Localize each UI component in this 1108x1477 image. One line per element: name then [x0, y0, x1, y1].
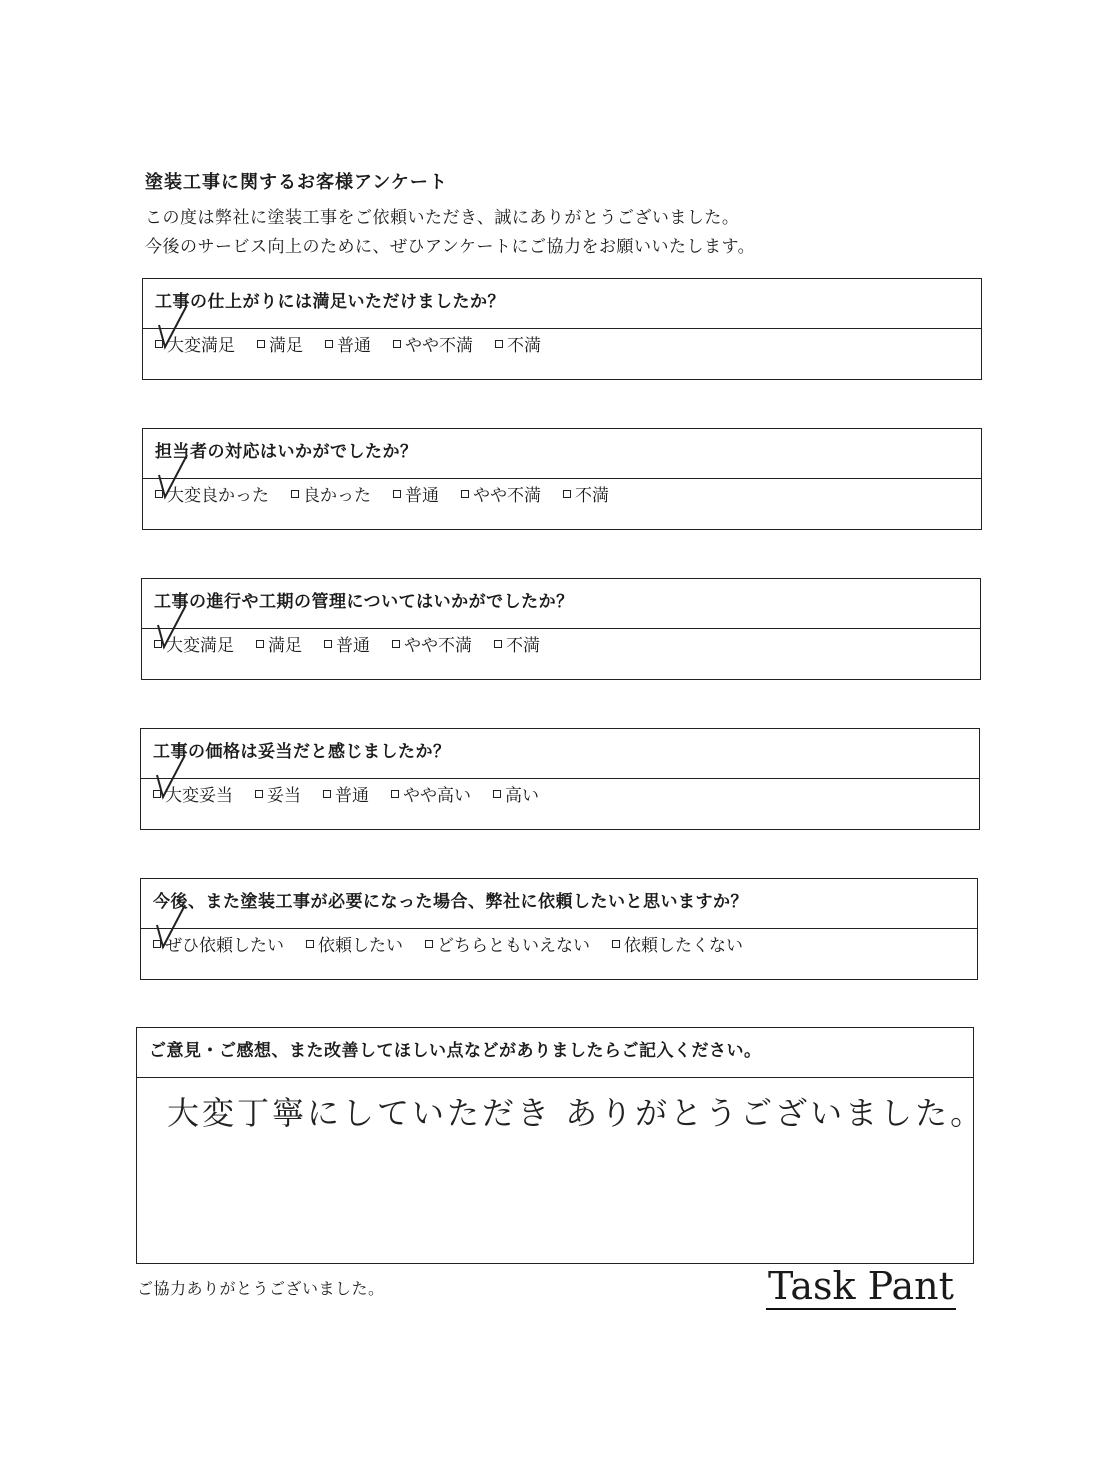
intro-line-2: 今後のサービス向上のために、ぜひアンケートにご協力をお願いいたします。	[145, 237, 756, 257]
option-1[interactable]	[154, 631, 234, 656]
checkbox[interactable]	[393, 490, 401, 498]
checkbox[interactable]	[323, 790, 331, 798]
checkbox[interactable]	[255, 790, 263, 798]
question-box-1	[142, 278, 982, 380]
question-text: 工事の価格は妥当だと感じましたか？	[153, 742, 451, 762]
option-5[interactable]	[563, 481, 609, 506]
checkbox[interactable]	[461, 490, 469, 498]
option-label: やや不満	[404, 636, 472, 656]
question-text: 工事の進行や工期の管理についてはいかがでしたか？	[154, 592, 574, 612]
option-label: 依頼したくない	[624, 936, 743, 956]
option-label: 不満	[575, 486, 609, 506]
option-2[interactable]	[257, 331, 303, 356]
checkbox[interactable]	[391, 790, 399, 798]
option-1[interactable]	[153, 931, 284, 956]
option-label: 高い	[505, 786, 539, 806]
comment-prompt-row	[137, 1028, 973, 1078]
option-label: 妥当	[267, 786, 301, 806]
question-box-3	[141, 578, 981, 680]
intro-line-1: この度は弊社に塗装工事をご依頼いただき、誠にありがとうございました。	[145, 208, 740, 228]
option-label: 良かった	[303, 486, 371, 506]
comment-handwritten-text[interactable]: 大変丁寧にしていただき ありがとうございました。	[167, 1094, 986, 1132]
options-row	[155, 331, 563, 356]
option-3[interactable]	[425, 931, 590, 956]
option-2[interactable]	[291, 481, 371, 506]
handwritten-check-icon	[156, 603, 192, 651]
option-2[interactable]	[306, 931, 403, 956]
option-label: 大変妥当	[165, 786, 233, 806]
option-4[interactable]	[391, 781, 471, 806]
checkbox[interactable]	[257, 340, 265, 348]
handwritten-check-icon	[157, 453, 193, 501]
option-3[interactable]	[325, 331, 371, 356]
question-box-4	[140, 728, 980, 830]
checkbox[interactable]	[494, 640, 502, 648]
handwritten-check-icon	[157, 303, 193, 351]
checkbox[interactable]	[291, 490, 299, 498]
option-label: やや不満	[473, 486, 541, 506]
option-4[interactable]	[461, 481, 541, 506]
checkbox[interactable]	[563, 490, 571, 498]
checkbox[interactable]	[392, 640, 400, 648]
option-5[interactable]	[494, 631, 540, 656]
question-row	[141, 879, 977, 929]
option-3[interactable]	[393, 481, 439, 506]
checkbox[interactable]	[306, 940, 314, 948]
option-label: ぜひ依頼したい	[165, 936, 284, 956]
option-4[interactable]	[393, 331, 473, 356]
option-3[interactable]	[323, 781, 369, 806]
question-box-5	[140, 878, 978, 980]
option-1[interactable]	[155, 481, 269, 506]
options-row	[153, 931, 765, 956]
option-2[interactable]	[256, 631, 302, 656]
handwritten-check-icon	[155, 903, 191, 951]
options-row	[153, 781, 561, 806]
option-5[interactable]	[493, 781, 539, 806]
question-text: 今後、また塗装工事が必要になった場合、弊社に依頼したいと思いますか？	[153, 892, 748, 912]
checkbox[interactable]	[393, 340, 401, 348]
form-title: 塗装工事に関するお客様アンケート	[145, 172, 448, 193]
option-label: 満足	[269, 336, 303, 356]
checkbox[interactable]	[493, 790, 501, 798]
option-label: 普通	[336, 636, 370, 656]
checkbox[interactable]	[425, 940, 433, 948]
option-label: 満足	[268, 636, 302, 656]
option-1[interactable]	[153, 781, 233, 806]
option-label: 不満	[507, 336, 541, 356]
company-logo: Task Pant	[768, 1264, 954, 1308]
question-row	[142, 579, 980, 629]
option-3[interactable]	[324, 631, 370, 656]
option-label: 不満	[506, 636, 540, 656]
option-label: 普通	[405, 486, 439, 506]
option-label: 普通	[337, 336, 371, 356]
question-row	[141, 729, 979, 779]
options-row	[155, 481, 631, 506]
options-row	[154, 631, 562, 656]
handwritten-check-icon	[155, 753, 191, 801]
footer-thanks: ご協力ありがとうございました。	[137, 1279, 385, 1298]
comment-prompt: ご意見・ご感想、また改善してほしい点などがありましたらご記入ください。	[149, 1041, 762, 1061]
question-text: 工事の仕上がりには満足いただけましたか？	[155, 292, 505, 312]
option-label: 大変満足	[167, 336, 235, 356]
question-text: 担当者の対応はいかがでしたか？	[155, 442, 418, 462]
option-label: やや高い	[403, 786, 471, 806]
option-label: やや不満	[405, 336, 473, 356]
option-4[interactable]	[612, 931, 743, 956]
option-label: 大変良かった	[167, 486, 269, 506]
checkbox[interactable]	[324, 640, 332, 648]
checkbox[interactable]	[256, 640, 264, 648]
option-label: 大変満足	[166, 636, 234, 656]
checkbox[interactable]	[495, 340, 503, 348]
question-box-2	[142, 428, 982, 530]
option-4[interactable]	[392, 631, 472, 656]
question-row	[143, 279, 981, 329]
question-row	[143, 429, 981, 479]
option-1[interactable]	[155, 331, 235, 356]
comment-box	[136, 1027, 986, 1264]
checkbox[interactable]	[612, 940, 620, 948]
option-5[interactable]	[495, 331, 541, 356]
option-label: 普通	[335, 786, 369, 806]
checkbox[interactable]	[325, 340, 333, 348]
option-label: 依頼したい	[318, 936, 403, 956]
option-label: どちらともいえない	[437, 936, 590, 956]
option-2[interactable]	[255, 781, 301, 806]
